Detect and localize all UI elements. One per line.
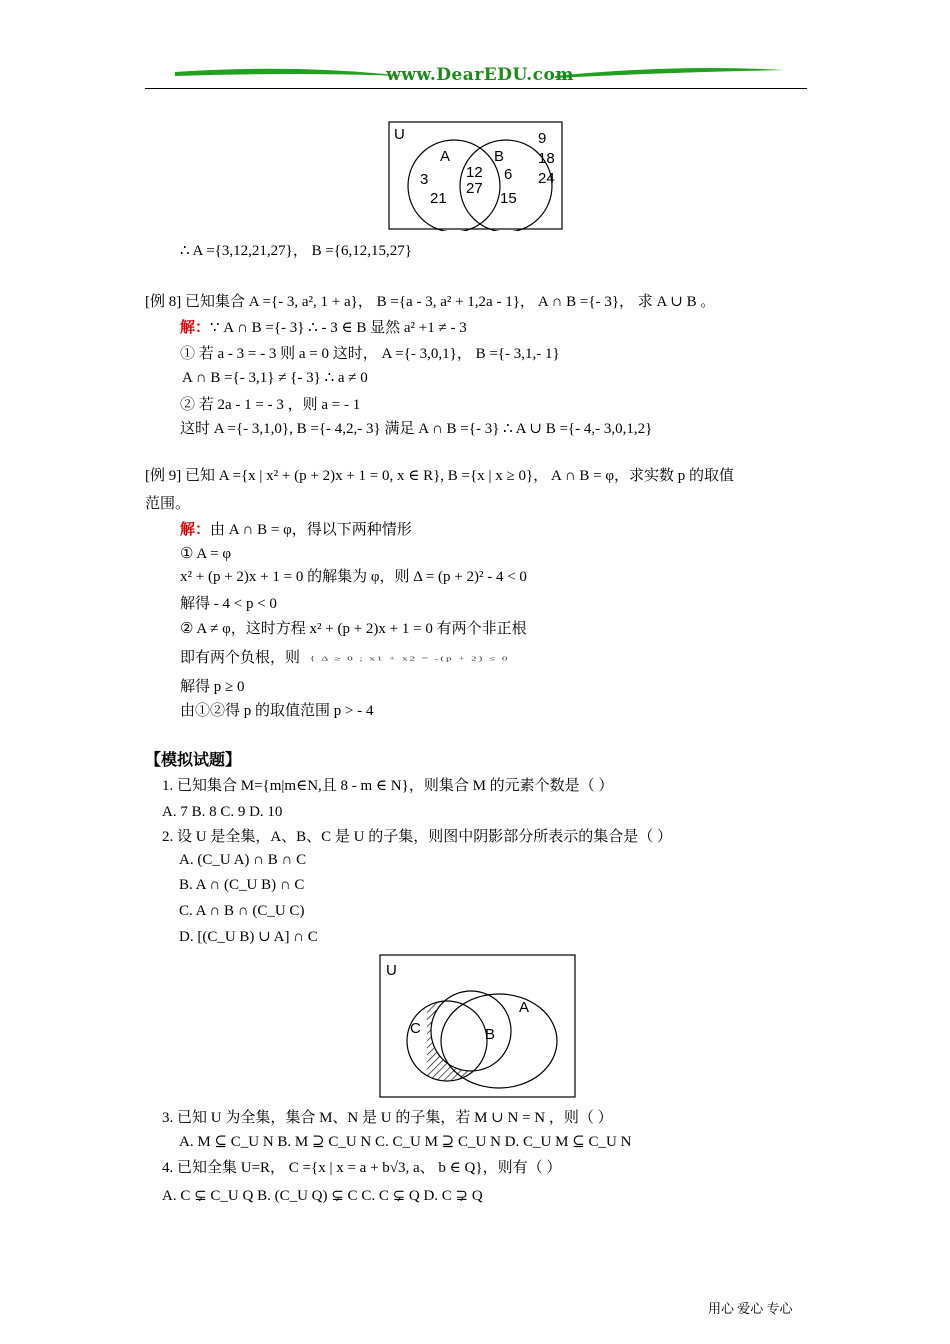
venn2-b-label: B — [485, 1026, 496, 1043]
venn1-both-2: 27 — [466, 180, 483, 197]
ex9-garbled-system: { Δ ≥ 0 ; x1 + x2 = -(p + 2) ≤ 0 — [309, 655, 510, 663]
mock-heading: 【模拟试题】 — [145, 752, 242, 769]
venn-diagram-2 — [379, 954, 577, 1099]
venn1-out-3: 24 — [538, 170, 555, 187]
venn1-only-a-2: 21 — [430, 190, 447, 207]
ex9-line4: 解得 - 4 < p < 0 — [180, 596, 277, 612]
ex8-line3: A ∩ B ={- 3,1} ≠ {- 3} ∴ a ≠ 0 — [182, 370, 368, 386]
venn2-c-label: C — [410, 1020, 421, 1037]
venn1-out-1: 9 — [538, 130, 547, 147]
ex8-line5: 这时 A ={- 3,1,0}, B ={- 4,2,- 3} 满足 A ∩ B ={- 3} ∴ A ∪ B ={- 4,- 3,0,1,2} — [180, 421, 653, 437]
ex9-line5: ② A ≠ φ，这时方程 x² + (p + 2)x + 1 = 0 有两个非正根 — [180, 621, 527, 637]
ex9-line2: ① A = φ — [180, 546, 231, 562]
ex8-solution-line1 — [180, 318, 467, 338]
q2-option-a: A. (C_U A) ∩ B ∩ C — [179, 852, 307, 868]
q4: 4. 已知全集 U=R， C ={x | x = a + b√3, a、 b ∈ Q}，则有（ ） — [162, 1160, 562, 1176]
ex9-title: [例 9] 已知 A ={x | x² + (p + 2)x + 1 = 0, x ∈ R}, B ={x | x ≥ 0}， A ∩ B = φ，求实数 p 的取值 — [145, 468, 735, 484]
q2-option-b: B. A ∩ (C_U B) ∩ C — [179, 877, 305, 893]
ex8-solution-label: 解： — [180, 320, 211, 336]
venn2-a-label: A — [519, 999, 530, 1016]
ex8-line4: ② 若 2a - 1 = - 3 ，则 a = - 1 — [180, 397, 361, 413]
site-logo — [175, 62, 785, 90]
ex9-line6 — [180, 648, 509, 669]
q2: 2. 设 U 是全集，A、B、C 是 U 的子集，则图中阴影部分所表示的集合是（ ） — [162, 829, 673, 845]
ex9-solution-text: 由 A ∩ B = φ，得以下两种情形 — [210, 522, 412, 538]
q2-option-d: D. [(C_U B) ∪ A] ∩ C — [179, 929, 318, 945]
ex8-line2: ① 若 a - 3 = - 3 则 a = 0 这时， A ={- 3,0,1}， B ={- 3,1,- 1} — [180, 346, 560, 362]
header-rule — [145, 88, 807, 89]
q2-option-c: C. A ∩ B ∩ (C_U C) — [179, 903, 305, 919]
page-footer: 用心 爱心 专心 — [708, 1301, 793, 1316]
ex8-title: [例 8] 已知集合 A ={- 3, a², 1 + a}， B ={a - 3, a² + 1,2a - 1}， A ∩ B ={- 3}， 求 A ∪ B 。 — [145, 294, 716, 310]
q4-options: A. C ⊊ C_U Q B. (C_U Q) ⊊ C C. C ⊊ Q D. C ⊋ Q — [162, 1188, 483, 1204]
q3: 3. 已知 U 为全集，集合 M、N 是 U 的子集，若 M ∪ N = N ，则（ ） — [162, 1110, 613, 1126]
venn2-u-label: U — [386, 962, 397, 979]
venn-diagram-1 — [388, 121, 564, 231]
ex9-solution-line1 — [180, 520, 412, 540]
ex9-line3: x² + (p + 2)x + 1 = 0 的解集为 φ，则 Δ = (p + 2)² - 4 < 0 — [180, 569, 527, 585]
ex9-line6-prefix: 即有两个负根，则 — [180, 650, 301, 666]
ex9-title-cont: 范围。 — [145, 496, 191, 512]
venn1-only-b-1: 6 — [504, 166, 513, 183]
venn1-only-b-2: 15 — [500, 190, 517, 207]
q3-options: A. M ⊆ C_U N B. M ⊇ C_U N C. C_U M ⊇ C_U N D. C_U M ⊆ C_U N — [179, 1134, 632, 1150]
logo-text: www.DearEDU.com — [386, 65, 574, 85]
ex9-line8: 由①②得 p 的取值范围 p > - 4 — [180, 703, 374, 719]
ex9-line7: 解得 p ≥ 0 — [180, 679, 245, 695]
q1-options: A. 7 B. 8 C. 9 D. 10 — [162, 804, 283, 820]
venn1-result: ∴ A ={3,12,21,27}， B ={6,12,15,27} — [180, 243, 412, 259]
venn1-both-1: 12 — [466, 164, 483, 181]
venn1-out-2: 18 — [538, 150, 555, 167]
venn1-only-a-1: 3 — [420, 171, 429, 188]
venn1-a-label: A — [440, 148, 451, 165]
ex9-solution-label: 解： — [180, 522, 211, 538]
venn1-u-label: U — [394, 126, 405, 143]
q1: 1. 已知集合 M={m|m∈N,且 8 - m ∈ N}，则集合 M 的元素个数是（ ） — [162, 778, 614, 794]
venn1-b-label: B — [494, 148, 505, 165]
ex8-solution-text: ∵ A ∩ B ={- 3} ∴ - 3 ∈ B 显然 a² +1 ≠ - 3 — [210, 320, 467, 336]
